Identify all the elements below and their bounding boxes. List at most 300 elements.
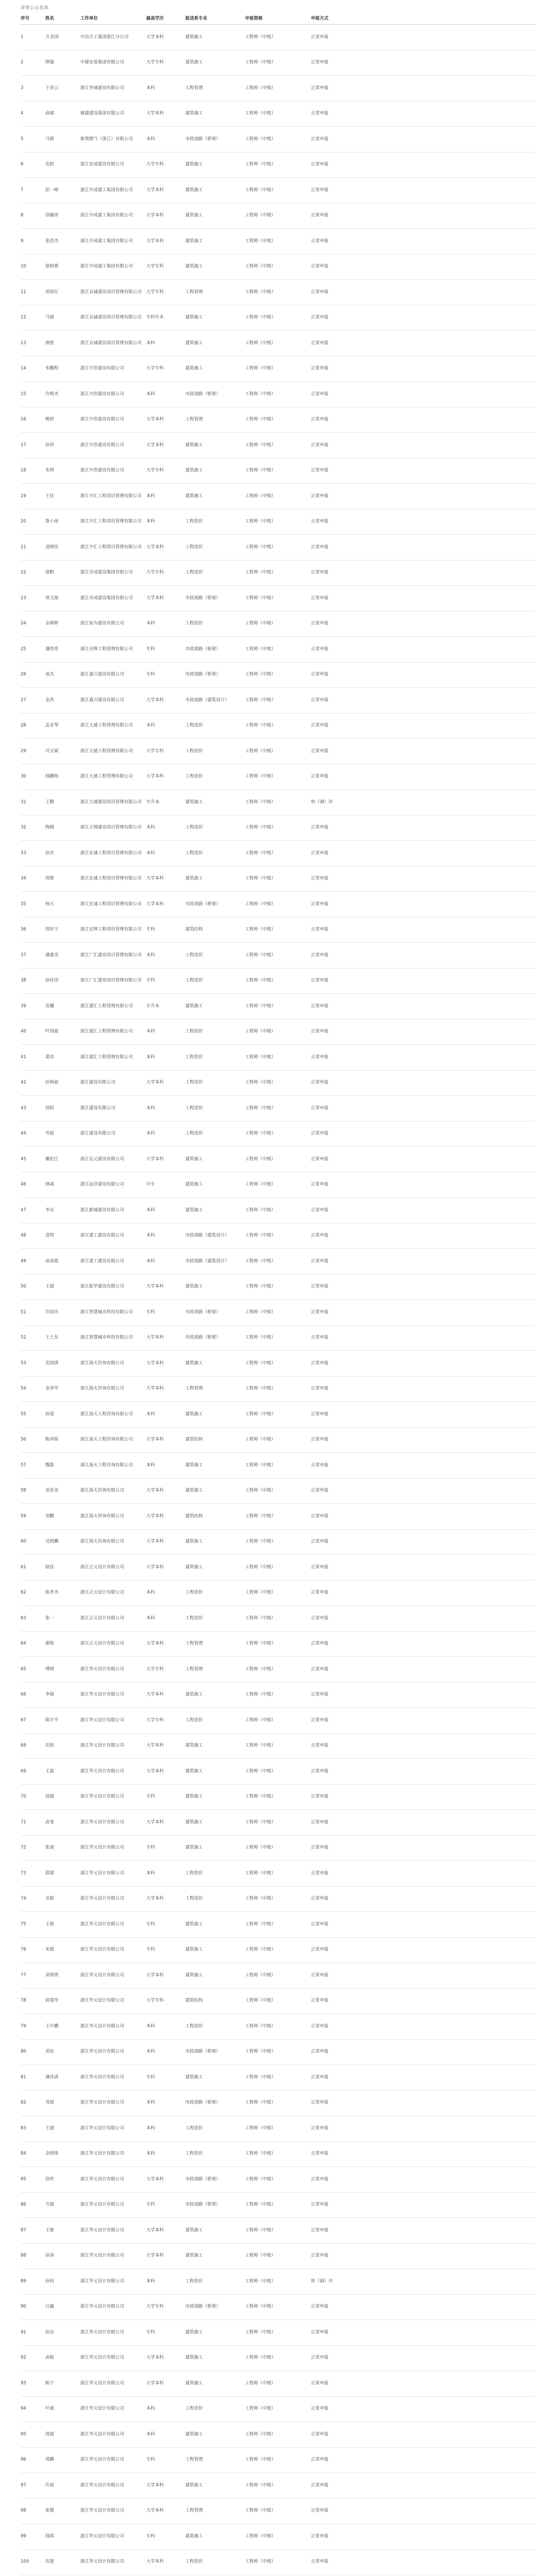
cell-method: 正常申报	[311, 2355, 329, 2361]
cell-index: 2	[21, 60, 24, 65]
table-row	[21, 280, 535, 306]
cell-method: 正常申报	[311, 1539, 329, 1545]
cell-index: 56	[21, 1437, 26, 1443]
cell-specialty: 建筑施工	[185, 34, 203, 40]
table-row	[21, 1351, 535, 1377]
cell-education: 本科	[146, 2278, 155, 2284]
cell-qualification: 工程师（中级）	[245, 876, 276, 882]
table-row	[21, 1657, 535, 1683]
cell-education: 专科	[146, 2533, 155, 2539]
cell-specialty: 工程造价	[185, 2151, 203, 2157]
table-row	[21, 2499, 535, 2524]
cell-method: 正常申报	[311, 1462, 329, 1468]
table-row	[21, 1122, 535, 1147]
cell-employer: 浙江广汇建设项目管理有限公司	[80, 978, 142, 984]
cell-education: 大学专科	[146, 1717, 164, 1723]
cell-specialty: 工程造价	[185, 2278, 203, 2284]
cell-method: 正常申报	[311, 2508, 329, 2514]
cell-index: 5	[21, 136, 24, 142]
cell-employer: 浙江华元设计有限公司	[80, 2125, 125, 2131]
cell-education: 大学本科	[146, 2508, 164, 2514]
table-row	[21, 2473, 535, 2499]
cell-index: 32	[21, 825, 26, 831]
cell-index: 90	[21, 2304, 26, 2310]
cell-specialty: 建筑施工	[185, 2431, 203, 2437]
cell-specialty: 建筑施工	[185, 213, 203, 218]
cell-qualification: 工程师（中级）	[245, 1641, 276, 1647]
cell-method: 正常申报	[311, 2406, 329, 2412]
cell-qualification: 工程师（中级）	[245, 1972, 276, 1978]
cell-qualification: 工程师（中级）	[245, 34, 276, 40]
cell-education: 大学本科	[146, 697, 164, 703]
cell-specialty: 工程造价	[185, 850, 203, 856]
cell-index: 57	[21, 1462, 26, 1468]
cell-education: 大学本科	[146, 1386, 164, 1392]
cell-index: 99	[21, 2533, 26, 2539]
table-row	[21, 969, 535, 994]
cell-specialty: 建筑结构	[185, 927, 203, 933]
cell-education: 本科	[146, 1029, 155, 1035]
cell-education: 大学本科	[146, 774, 164, 779]
cell-method: 正常申报	[311, 1386, 329, 1392]
table-row	[21, 1785, 535, 1810]
cell-method: 正常申报	[311, 2049, 329, 2055]
cell-employer: 浙江宏诚工程项目管理有限公司	[80, 901, 142, 907]
cell-index: 62	[21, 1590, 26, 1596]
cell-method: 正常申报	[311, 1921, 329, 1927]
cell-method: 正常申报	[311, 621, 329, 626]
cell-education: 大学专科	[146, 60, 164, 65]
cell-name: 孙权	[45, 2278, 55, 2284]
cell-method: 正常申报	[311, 60, 329, 65]
table-row	[21, 2269, 535, 2295]
cell-method: 转（调）评	[311, 2278, 333, 2284]
cell-employer: 浙江中汇工程项目管理有限公司	[80, 544, 142, 550]
cell-qualification: 工程师（中级）	[245, 2151, 276, 2157]
cell-qualification: 工程师（中级）	[245, 2457, 276, 2463]
cell-method: 正常申报	[311, 1615, 329, 1621]
cell-name: 周超	[45, 2431, 55, 2437]
cell-qualification: 工程师（中级）	[245, 1386, 276, 1392]
cell-education: 本科	[146, 2406, 155, 2412]
cell-specialty: 建筑结构	[185, 1437, 203, 1443]
cell-method: 正常申报	[311, 1845, 329, 1851]
cell-specialty: 建筑施工	[185, 493, 203, 499]
table-row	[21, 382, 535, 408]
cell-specialty: 工程造价	[185, 519, 203, 524]
cell-education: 专科	[146, 2457, 155, 2463]
cell-employer: 浙江华元设计有限公司	[80, 2074, 125, 2080]
table-row	[21, 918, 535, 943]
cell-employer: 浙江华元设计有限公司	[80, 1998, 125, 2004]
cell-qualification: 工程师（中级）	[245, 2431, 276, 2437]
cell-index: 63	[21, 1615, 26, 1621]
table-row	[21, 1300, 535, 1326]
cell-index: 7	[21, 187, 24, 193]
cell-index: 58	[21, 1488, 26, 1494]
cell-specialty: 建筑施工	[185, 1360, 203, 1366]
table-row	[21, 2091, 535, 2116]
cell-name: 徐佩珍	[45, 213, 59, 218]
cell-qualification: 工程师（中级）	[245, 162, 276, 167]
cell-qualification: 工程师（中级）	[245, 1131, 276, 1137]
cell-method: 正常申报	[311, 1105, 329, 1111]
cell-employer: 浙江中浩建设有限公司	[80, 391, 125, 397]
cell-education: 大学本科	[146, 1896, 164, 1902]
cell-method: 正常申报	[311, 2202, 329, 2208]
cell-qualification: 工程师（中级）	[245, 1309, 276, 1315]
table-row	[21, 1147, 535, 1173]
cell-specialty: 建筑施工	[185, 1819, 203, 1825]
cell-name: 潘嘉杰	[45, 952, 59, 958]
cell-employer: 浙江华元设计有限公司	[80, 2406, 125, 2412]
cell-employer: 浙江华元设计有限公司	[80, 2253, 125, 2259]
cell-name: 徐彤	[45, 2176, 55, 2182]
cell-education: 本科	[146, 952, 155, 958]
cell-specialty: 建筑施工	[185, 799, 203, 805]
cell-employer: 浙江华元设计有限公司	[80, 2278, 125, 2284]
cell-specialty: 工程造价	[185, 2125, 203, 2131]
table-row	[21, 1428, 535, 1453]
cell-name: 林斌	[45, 1182, 55, 1188]
cell-index: 78	[21, 1998, 26, 2004]
cell-index: 12	[21, 315, 26, 320]
cell-method: 正常申报	[311, 1182, 329, 1188]
cell-education: 本科	[146, 2023, 155, 2029]
cell-index: 59	[21, 1513, 26, 1519]
cell-index: 54	[21, 1386, 26, 1392]
cell-qualification: 工程师（中级）	[245, 2329, 276, 2335]
cell-method: 正常申报	[311, 417, 329, 422]
cell-method: 正常申报	[311, 1258, 329, 1264]
cell-index: 10	[21, 264, 26, 269]
cell-employer: 浙江华元设计有限公司	[80, 1947, 125, 1953]
cell-specialty: 建筑施工	[185, 1972, 203, 1978]
cell-education: 大学本科	[146, 34, 164, 40]
cell-index: 16	[21, 417, 26, 422]
cell-qualification: 工程师（中级）	[245, 2355, 276, 2361]
cell-index: 28	[21, 723, 26, 728]
cell-specialty: 工程造价	[185, 723, 203, 728]
cell-name: 朱鹏程	[45, 366, 59, 371]
cell-employer: 浙江海天工程咨询有限公司	[80, 1462, 133, 1468]
cell-employer: 浙江华元设计有限公司	[80, 2559, 125, 2565]
cell-education: 专科	[146, 1947, 155, 1953]
cell-employer: 浙江建工建设有限公司	[80, 1258, 125, 1264]
cell-employer: 浙江中浩建设有限公司	[80, 417, 125, 422]
header-method: 申报方式	[311, 16, 329, 21]
table-row	[21, 1504, 535, 1530]
header-index: 序号	[21, 16, 30, 21]
cell-qualification: 工程师（中级）	[245, 2508, 276, 2514]
cell-employer: 浙江华元设计有限公司	[80, 2533, 125, 2539]
cell-specialty: 工程造价	[185, 1029, 203, 1035]
table-row	[21, 331, 535, 357]
cell-method: 正常申报	[311, 1692, 329, 1698]
cell-employer: 浙江中成建工集团有限公司	[80, 213, 133, 218]
cell-specialty: 建筑施工	[185, 1794, 203, 1800]
cell-name: 陆佳	[45, 1564, 55, 1570]
cell-education: 专科	[146, 2329, 155, 2335]
cell-specialty: 建筑施工	[185, 187, 203, 193]
cell-qualification: 工程师（中级）	[245, 1513, 276, 1519]
cell-employer: 浙江华元设计有限公司	[80, 2431, 125, 2437]
cell-method: 正常申报	[311, 2482, 329, 2488]
cell-education: 本科	[146, 825, 155, 831]
cell-employer: 浙江正元设计有限公司	[80, 1590, 125, 1596]
cell-education: 本科	[146, 519, 155, 524]
cell-index: 3	[21, 85, 24, 91]
cell-name: 沈阳	[45, 162, 55, 167]
cell-employer: 浙江华元设计有限公司	[80, 2176, 125, 2182]
cell-specialty: 建筑施工	[185, 1845, 203, 1851]
cell-employer: 浙江建汇工程管理有限公司	[80, 1029, 133, 1035]
cell-employer: 浙江宏诚工程项目管理有限公司	[80, 876, 142, 882]
cell-index: 17	[21, 442, 26, 448]
cell-education: 大学专科	[146, 570, 164, 575]
cell-index: 43	[21, 1105, 26, 1111]
cell-method: 正常申报	[311, 2151, 329, 2157]
cell-education: 本科	[146, 2125, 155, 2131]
cell-employer: 中建安装集团有限公司	[80, 60, 125, 65]
table-row	[21, 1479, 535, 1504]
cell-specialty: 建筑施工	[185, 1207, 203, 1213]
table-row	[21, 816, 535, 841]
cell-specialty: 建筑施工	[185, 1947, 203, 1953]
cell-method: 正常申报	[311, 1819, 329, 1825]
cell-education: 大学本科	[146, 2227, 164, 2233]
cell-employer: 浙江远洋建设有限公司	[80, 1182, 125, 1188]
table-row	[21, 50, 535, 76]
cell-name: 余晓锋	[45, 2151, 59, 2157]
cell-specialty: 建筑施工	[185, 1539, 203, 1545]
cell-employer: 浙江正元设计有限公司	[80, 1615, 125, 1621]
cell-name: 钱鹏杨	[45, 774, 59, 779]
cell-name: 潘伟男	[45, 646, 59, 652]
cell-qualification: 工程师（中级）	[245, 1207, 276, 1213]
cell-education: 本科	[146, 1462, 155, 1468]
cell-specialty: 工程造价	[185, 1615, 203, 1621]
cell-employer: 浙江正元设计有限公司	[80, 1564, 125, 1570]
cell-method: 正常申报	[311, 2253, 329, 2259]
cell-name: 袁明	[45, 1233, 55, 1239]
cell-index: 31	[21, 799, 26, 805]
table-row	[21, 2320, 535, 2346]
cell-qualification: 工程师（中级）	[245, 1258, 276, 1264]
cell-education: 专科	[146, 1845, 155, 1851]
cell-specialty: 工程管理	[185, 1641, 203, 1647]
cell-education: 大学本科	[146, 2253, 164, 2259]
cell-education: 大学本科	[146, 1564, 164, 1570]
cell-method: 正常申报	[311, 570, 329, 575]
cell-employer: 浙江华元设计有限公司	[80, 1717, 125, 1723]
cell-name: 王勤	[45, 799, 55, 805]
table-row	[21, 663, 535, 688]
table-row	[21, 178, 535, 204]
cell-name: 傅晴	[45, 1666, 55, 1672]
cell-qualification: 工程师（中级）	[245, 978, 276, 984]
cell-education: 大学本科	[146, 111, 164, 116]
cell-method: 正常申报	[311, 264, 329, 269]
cell-index: 65	[21, 1666, 26, 1672]
cell-education: 本科	[146, 391, 155, 397]
cell-index: 92	[21, 2355, 26, 2361]
cell-qualification: 工程师（中级）	[245, 519, 276, 524]
cell-index: 21	[21, 544, 26, 550]
cell-method: 正常申报	[311, 289, 329, 295]
cell-education: 大学本科	[146, 2176, 164, 2182]
cell-name: 孙杨丽	[45, 1080, 59, 1086]
cell-education: 大学专科	[146, 1666, 164, 1672]
cell-specialty: 建筑施工	[185, 2355, 203, 2361]
cell-education: 大学本科	[146, 1539, 164, 1545]
cell-method: 正常申报	[311, 876, 329, 882]
cell-employer: 浙江大通工程管理有限公司	[80, 723, 133, 728]
cell-education: 专科	[146, 1309, 155, 1315]
cell-education: 大学本科	[146, 1488, 164, 1494]
cell-specialty: 工程管理	[185, 1666, 203, 1672]
cell-specialty: 市政道路（桥梁）	[185, 2304, 221, 2310]
cell-specialty: 建筑施工	[185, 315, 203, 320]
cell-employer: 浙江华元设计有限公司	[80, 1870, 125, 1876]
cell-education: 大学本科	[146, 1692, 164, 1698]
cell-method: 正常申报	[311, 697, 329, 703]
cell-education: 大学本科	[146, 2482, 164, 2488]
cell-index: 38	[21, 978, 26, 984]
cell-index: 87	[21, 2227, 26, 2233]
cell-name: 金泽华	[45, 1386, 59, 1392]
cell-method: 正常申报	[311, 723, 329, 728]
cell-name: 孙洁	[45, 2329, 55, 2335]
table-row	[21, 2346, 535, 2371]
cell-specialty: 市政道路（桥梁）	[185, 672, 221, 677]
cell-education: 本科	[146, 1207, 155, 1213]
cell-method: 正常申报	[311, 1309, 329, 1315]
cell-education: 专科升本	[146, 315, 164, 320]
cell-qualification: 工程师（中级）	[245, 289, 276, 295]
cell-employer: 浙江海天咨询有限公司	[80, 1386, 125, 1392]
cell-education: 大学本科	[146, 1972, 164, 1978]
cell-education: 大学专科	[146, 468, 164, 473]
cell-name: 唐胜	[45, 340, 55, 346]
cell-name: 郭超	[45, 1870, 55, 1876]
table-row	[21, 739, 535, 765]
cell-qualification: 工程师（中级）	[245, 442, 276, 448]
cell-specialty: 建筑施工	[185, 876, 203, 882]
table-row	[21, 1377, 535, 1402]
cell-method: 正常申报	[311, 2431, 329, 2437]
cell-index: 73	[21, 1870, 26, 1876]
table-row	[21, 2244, 535, 2269]
cell-qualification: 工程师（中级）	[245, 1029, 276, 1035]
table-row	[21, 2014, 535, 2040]
cell-specialty: 市政道路（桥梁）	[185, 2202, 221, 2208]
cell-name: 陶越	[45, 825, 55, 831]
cell-education: 本科	[146, 493, 155, 499]
cell-employer: 浙江海天咨询有限公司	[80, 1513, 125, 1519]
cell-method: 正常申报	[311, 136, 329, 142]
cell-qualification: 工程师（中级）	[245, 2125, 276, 2131]
cell-method: 正常申报	[311, 2176, 329, 2182]
cell-qualification: 工程师（中级）	[245, 595, 276, 601]
cell-specialty: 工程造价	[185, 1054, 203, 1060]
cell-employer: 浙江华元设计有限公司	[80, 2355, 125, 2361]
cell-qualification: 工程师（中级）	[245, 748, 276, 754]
cell-name: 许晨	[45, 2482, 55, 2488]
cell-index: 69	[21, 1768, 26, 1774]
cell-name: 鲁小雨	[45, 519, 59, 524]
cell-index: 8	[21, 213, 24, 218]
cell-name: 李超	[45, 1692, 55, 1698]
cell-index: 60	[21, 1539, 26, 1545]
cell-education: 专科	[146, 2202, 155, 2208]
cell-employer: 浙江海天咨询有限公司	[80, 1539, 125, 1545]
table-row	[21, 612, 535, 637]
cell-name: 周旺宁	[45, 927, 59, 933]
cell-method: 正常申报	[311, 927, 329, 933]
cell-education: 专科	[146, 646, 155, 652]
cell-method: 正常申报	[311, 85, 329, 91]
cell-qualification: 工程师（中级）	[245, 2023, 276, 2029]
cell-employer: 浙江华元设计有限公司	[80, 1743, 125, 1749]
cell-index: 11	[21, 289, 26, 295]
cell-employer: 浙江众诚建设项目管理有限公司	[80, 289, 142, 295]
cell-education: 大学本科	[146, 1360, 164, 1366]
cell-method: 正常申报	[311, 391, 329, 397]
cell-index: 97	[21, 2482, 26, 2488]
cell-qualification: 工程师（中级）	[245, 1845, 276, 1851]
cell-employer: 浙江华元设计有限公司	[80, 1819, 125, 1825]
cell-name: 方圣国	[45, 34, 59, 40]
cell-specialty: 工程造价	[185, 621, 203, 626]
table-row	[21, 306, 535, 331]
table-row	[21, 1632, 535, 1657]
cell-name: 王佳	[45, 493, 55, 499]
cell-specialty: 建筑结构	[185, 1998, 203, 2004]
cell-index: 24	[21, 621, 26, 626]
cell-index: 26	[21, 672, 26, 677]
cell-name: 骆晓燕	[45, 264, 59, 269]
cell-specialty: 工程造价	[185, 1131, 203, 1137]
cell-specialty: 市政道路（桥梁）	[185, 136, 221, 142]
cell-qualification: 工程师（中级）	[245, 1411, 276, 1417]
cell-name: 俞振	[45, 2355, 55, 2361]
cell-name: 孙杰	[45, 850, 55, 856]
cell-method: 正常申报	[311, 1335, 329, 1341]
cell-specialty: 工程造价	[185, 1590, 203, 1596]
cell-education: 本科	[146, 1054, 155, 1060]
cell-specialty: 工程造价	[185, 748, 203, 754]
cell-name: 邓超	[45, 2100, 55, 2106]
cell-employer: 浙江华元设计有限公司	[80, 1845, 125, 1851]
cell-specialty: 建筑施工	[185, 1411, 203, 1417]
cell-name: 张迪	[45, 1845, 55, 1851]
cell-method: 正常申报	[311, 850, 329, 856]
cell-name: 汪鑫	[45, 2304, 55, 2310]
cell-qualification: 工程师（中级）	[245, 825, 276, 831]
cell-specialty: 建筑施工	[185, 442, 203, 448]
cell-method: 正常申报	[311, 1513, 329, 1519]
cell-name: 方超	[45, 2202, 55, 2208]
cell-name: 冯文斌	[45, 748, 59, 754]
cell-employer: 浙江华元设计有限公司	[80, 2482, 125, 2488]
cell-index: 51	[21, 1309, 26, 1315]
cell-method: 正常申报	[311, 595, 329, 601]
cell-employer: 浙江中成建工集团有限公司	[80, 187, 133, 193]
cell-method: 正常申报	[311, 1947, 329, 1953]
cell-education: 大学本科	[146, 2380, 164, 2386]
cell-index: 47	[21, 1207, 26, 1213]
